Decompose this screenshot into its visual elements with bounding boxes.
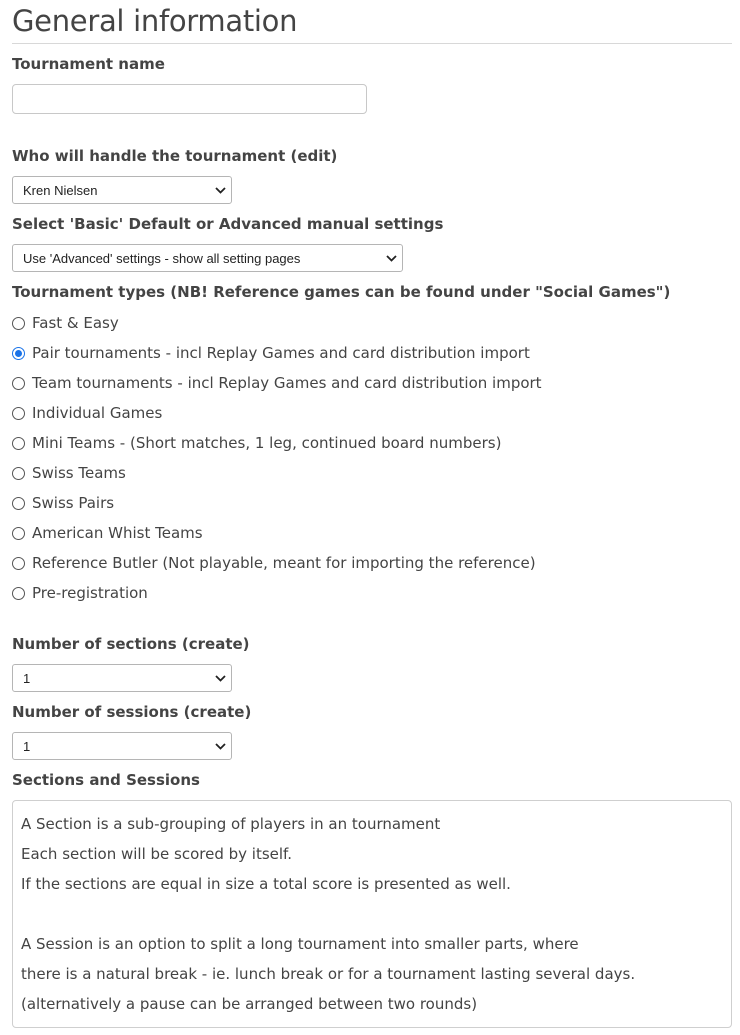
settings-mode-select-value: Use 'Advanced' settings - show all setting pages (23, 250, 301, 266)
tournament-type-label: American Whist Teams (32, 524, 203, 542)
sessions-label: Number of sessions (create) (12, 703, 252, 721)
info-text-line: A Section is a sub-grouping of players in an tournament (21, 815, 441, 833)
radio-button[interactable] (12, 587, 25, 600)
settings-mode-label: Select 'Basic' Default or Advanced manual settings (12, 215, 444, 233)
sessions-select-value: 1 (23, 738, 31, 754)
tournament-type-label: Pair tournaments - incl Replay Games and card distribution import (32, 344, 530, 362)
radio-button[interactable] (12, 497, 25, 510)
handler-select-value: Kren Nielsen (23, 182, 98, 198)
tournament-type-label: Swiss Pairs (32, 494, 115, 512)
chevron-down-icon (380, 245, 402, 271)
radio-button[interactable] (12, 437, 25, 450)
radio-button-selected[interactable] (12, 347, 25, 360)
info-text-line: A Session is an option to split a long tournament into smaller parts, where (21, 935, 579, 953)
info-text-line: Each section will be scored by itself. (21, 845, 293, 863)
settings-mode-select[interactable] (12, 244, 403, 272)
sections-sessions-textarea[interactable] (12, 800, 732, 1028)
sections-select[interactable] (12, 664, 232, 692)
tournament-name-label: Tournament name (12, 55, 165, 73)
radio-button[interactable] (12, 527, 25, 540)
tournament-type-option[interactable] (12, 338, 732, 368)
tournament-type-option[interactable] (12, 428, 732, 458)
tournament-type-option[interactable] (12, 368, 732, 398)
tournament-type-option[interactable] (12, 488, 732, 518)
info-text-line: (alternatively a pause can be arranged between two rounds) (21, 995, 478, 1013)
chevron-down-icon (209, 665, 231, 691)
tournament-type-label: Fast & Easy (32, 314, 119, 332)
info-text-line: there is a natural break - ie. lunch break or for a tournament lasting several days. (21, 965, 636, 983)
handler-label: Who will handle the tournament (edit) (12, 147, 338, 165)
tournament-type-option[interactable] (12, 578, 732, 608)
tournament-type-label: Mini Teams - (Short matches, 1 leg, continued board numbers) (32, 434, 502, 452)
info-text-line (21, 899, 723, 929)
tournament-type-option[interactable] (12, 308, 732, 338)
tournament-name-input[interactable] (12, 84, 367, 114)
sections-label: Number of sections (create) (12, 635, 250, 653)
radio-button[interactable] (12, 467, 25, 480)
radio-button[interactable] (12, 557, 25, 570)
sections-sessions-label: Sections and Sessions (12, 771, 200, 789)
sessions-select[interactable] (12, 732, 232, 760)
title-divider (12, 43, 732, 44)
page-title: General information (12, 4, 298, 38)
radio-dot (15, 350, 22, 357)
tournament-type-option[interactable] (12, 398, 732, 428)
tournament-type-label: Reference Butler (Not playable, meant for importing the reference) (32, 554, 536, 572)
sections-select-value: 1 (23, 670, 31, 686)
tournament-type-option[interactable] (12, 458, 732, 488)
tournament-types-label: Tournament types (NB! Reference games can be found under "Social Games") (12, 283, 671, 301)
tournament-type-label: Pre-registration (32, 584, 148, 602)
radio-button[interactable] (12, 317, 25, 330)
tournament-type-label: Individual Games (32, 404, 163, 422)
tournament-type-option[interactable] (12, 548, 732, 578)
chevron-down-icon (209, 733, 231, 759)
chevron-down-icon (209, 177, 231, 203)
radio-button[interactable] (12, 407, 25, 420)
handler-select[interactable] (12, 176, 232, 204)
tournament-type-label: Team tournaments - incl Replay Games and card distribution import (32, 374, 542, 392)
tournament-type-option[interactable] (12, 518, 732, 548)
tournament-types-radio-group (12, 308, 732, 608)
info-text-line: If the sections are equal in size a total score is presented as well. (21, 875, 511, 893)
radio-button[interactable] (12, 377, 25, 390)
tournament-type-label: Swiss Teams (32, 464, 126, 482)
